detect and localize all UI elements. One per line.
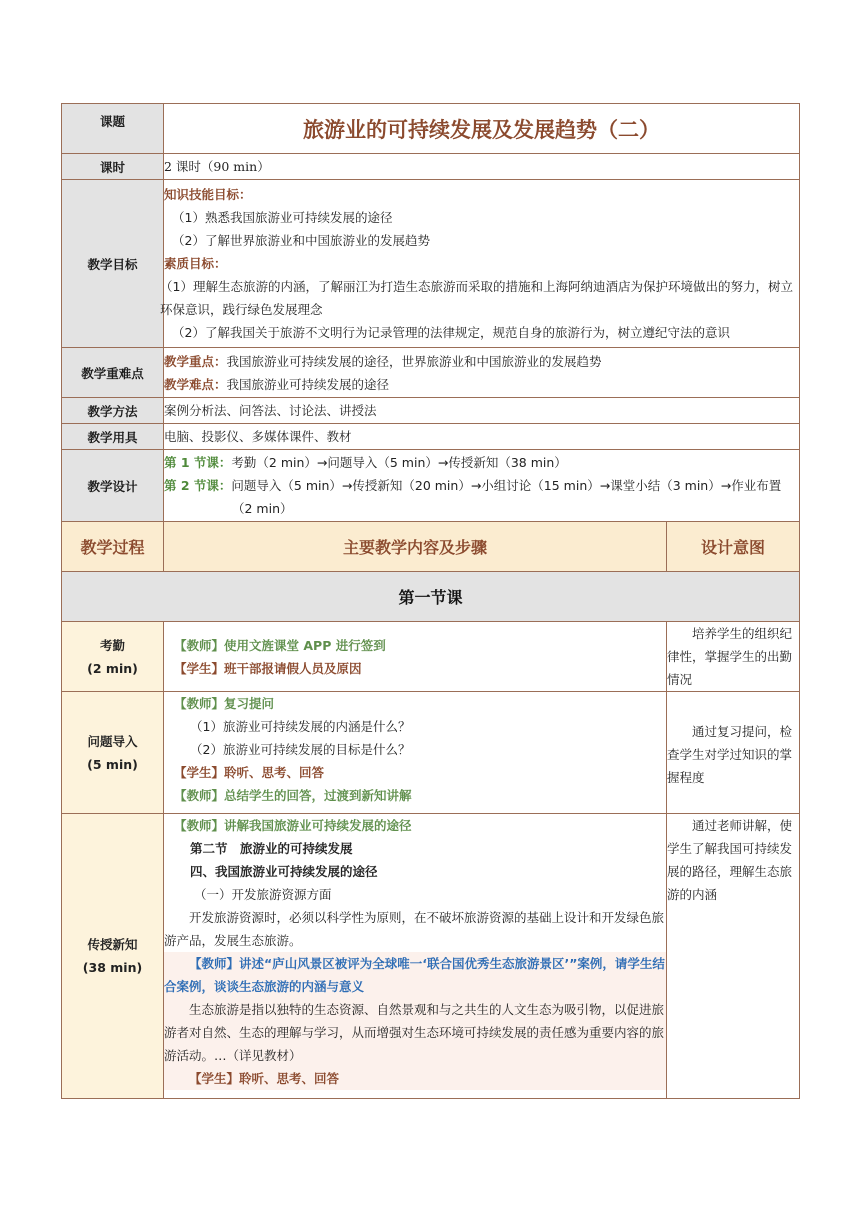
methods-value: 案例分析法、问答法、讨论法、讲授法	[164, 398, 800, 424]
keypoints-row	[62, 348, 800, 398]
process-header-col1: 教学过程	[62, 522, 164, 572]
quality-item: （1）理解生态旅游的内涵，了解丽江为打造生态旅游而采取的措施和上海阿纳迪酒店为保护环境做出的努力，树立环保意识，践行绿色发展理念	[160, 279, 793, 317]
new-h2: 四、我国旅游业可持续发展的途径	[190, 864, 378, 879]
tools-row	[62, 424, 800, 450]
section-row	[62, 572, 800, 622]
difficulty-text: 我国旅游业可持续发展的途径	[226, 376, 390, 392]
new-p2: 生态旅游是指以独特的生态资源、自然景观和与之共生的人文生态为吸引物，以促进旅游者对自然、生态的理解与学习，从而增强对生态环境可持续发展的责任感为重要内容的旅游活动。…（详见教材）	[164, 1002, 665, 1063]
attendance-purpose	[667, 622, 800, 692]
section-title: 第一节课	[62, 572, 800, 622]
attendance-purpose-text: 培养学生的组织纪律性，掌握学生的出勤情况	[667, 626, 793, 687]
design-label: 教学设计	[62, 450, 164, 522]
focus-title: 教学重点：	[164, 353, 227, 369]
new-content	[164, 814, 667, 1099]
hours-row	[62, 154, 800, 180]
attendance-teacher: 【教师】使用文旌课堂 APP 进行签到	[174, 638, 386, 653]
attendance-time: (2 min)	[87, 660, 138, 676]
intro-name: 问题导入	[87, 733, 138, 749]
new-row	[62, 814, 800, 1099]
new-purpose-text: 通过老师讲解，使学生了解我国可持续发展的路径，理解生态旅游的内涵	[667, 818, 793, 902]
methods-row	[62, 398, 800, 424]
new-student: 【学生】聆听、思考、回答	[189, 1071, 340, 1086]
knowledge-item: （1）熟悉我国旅游业可持续发展的途径	[172, 210, 393, 225]
objectives-content	[160, 180, 800, 348]
new-p1: 开发旅游资源时，必须以科学性为原则，在不破坏旅游资源的基础上设计和开发绿色旅游产品，发展生态旅游。	[164, 910, 665, 948]
difficulty-title: 教学难点：	[164, 376, 227, 392]
session2-title: 第 2 节课：	[164, 478, 232, 493]
lesson-plan	[61, 103, 799, 1099]
knowledge-item: （2）了解世界旅游业和中国旅游业的发展趋势	[172, 233, 430, 248]
new-h3: （一）开发旅游资源方面	[194, 887, 332, 902]
tools-label: 教学用具	[62, 424, 164, 450]
topic-row	[62, 104, 800, 154]
topic-label: 课题	[62, 104, 164, 154]
attendance-row	[62, 622, 800, 692]
intro-q1: （1）旅游业可持续发展的内涵是什么？	[190, 719, 411, 734]
lesson-plan-table	[61, 103, 800, 1099]
focus-text: 我国旅游业可持续发展的途径，世界旅游业和中国旅游业的发展趋势	[226, 353, 602, 369]
knowledge-title: 知识技能目标：	[164, 187, 252, 202]
objectives-label: 教学目标	[62, 180, 164, 348]
keypoints-label: 教学重难点	[62, 348, 164, 398]
new-teacher1: 【教师】讲解我国旅游业可持续发展的途径	[174, 818, 412, 833]
intro-time: (5 min)	[87, 756, 138, 772]
attendance-label	[62, 622, 164, 692]
new-time: (38 min)	[82, 960, 143, 975]
new-name: 传授新知	[87, 937, 138, 952]
intro-content	[164, 692, 667, 814]
tools-value: 电脑、投影仪、多媒体课件、教材	[164, 424, 800, 450]
design-content	[164, 450, 800, 522]
intro-teacher2: 【教师】总结学生的回答，过渡到新知讲解	[174, 788, 412, 803]
design-row	[62, 450, 800, 522]
session1-text: 考勤（2 min）→问题导入（5 min）→传授新知（38 min）	[231, 455, 567, 470]
intro-row	[62, 692, 800, 814]
methods-label: 教学方法	[62, 398, 164, 424]
attendance-name: 考勤	[99, 637, 125, 653]
intro-teacher1: 【教师】复习提问	[174, 696, 275, 711]
new-label	[62, 814, 164, 1099]
page-title: 旅游业的可持续发展及发展趋势（二）	[164, 104, 800, 154]
hours-label: 课时	[62, 154, 164, 180]
intro-q2: （2）旅游业可持续发展的目标是什么？	[190, 742, 411, 757]
hours-value: 2 课时（90 min）	[164, 154, 800, 180]
attendance-student: 【学生】班干部报请假人员及原因	[174, 661, 362, 676]
attendance-content	[164, 622, 667, 692]
process-header-row	[62, 522, 800, 572]
intro-purpose	[667, 692, 800, 814]
quality-title: 素质目标：	[164, 256, 227, 271]
quality-item: （2）了解我国关于旅游不文明行为记录管理的法律规定，规范自身的旅游行为，树立遵纪守法的意识	[172, 325, 730, 340]
new-h1: 第二节 旅游业的可持续发展	[190, 841, 353, 856]
intro-label	[62, 692, 164, 814]
process-header-col2: 主要教学内容及步骤	[164, 522, 667, 572]
intro-purpose-text: 通过复习提问，检查学生对学过知识的掌握程度	[667, 724, 793, 785]
process-header-col3: 设计意图	[667, 522, 800, 572]
session1-title: 第 1 节课：	[164, 455, 232, 470]
session2-text: 问题导入（5 min）→传授新知（20 min）→小组讨论（15 min）→课堂小结（3 min）→作业布置（2 min）	[231, 478, 782, 516]
new-teacher2: 【教师】讲述“庐山风景区被评为全球唯一‘联合国优秀生态旅游景区’”案例，请学生结合案例，谈谈生态旅游的内涵与意义	[164, 956, 665, 994]
objectives-row	[62, 180, 800, 348]
keypoints-content	[164, 348, 800, 398]
case-block	[164, 952, 666, 1090]
new-purpose	[667, 814, 800, 1099]
intro-student: 【学生】聆听、思考、回答	[174, 765, 325, 780]
